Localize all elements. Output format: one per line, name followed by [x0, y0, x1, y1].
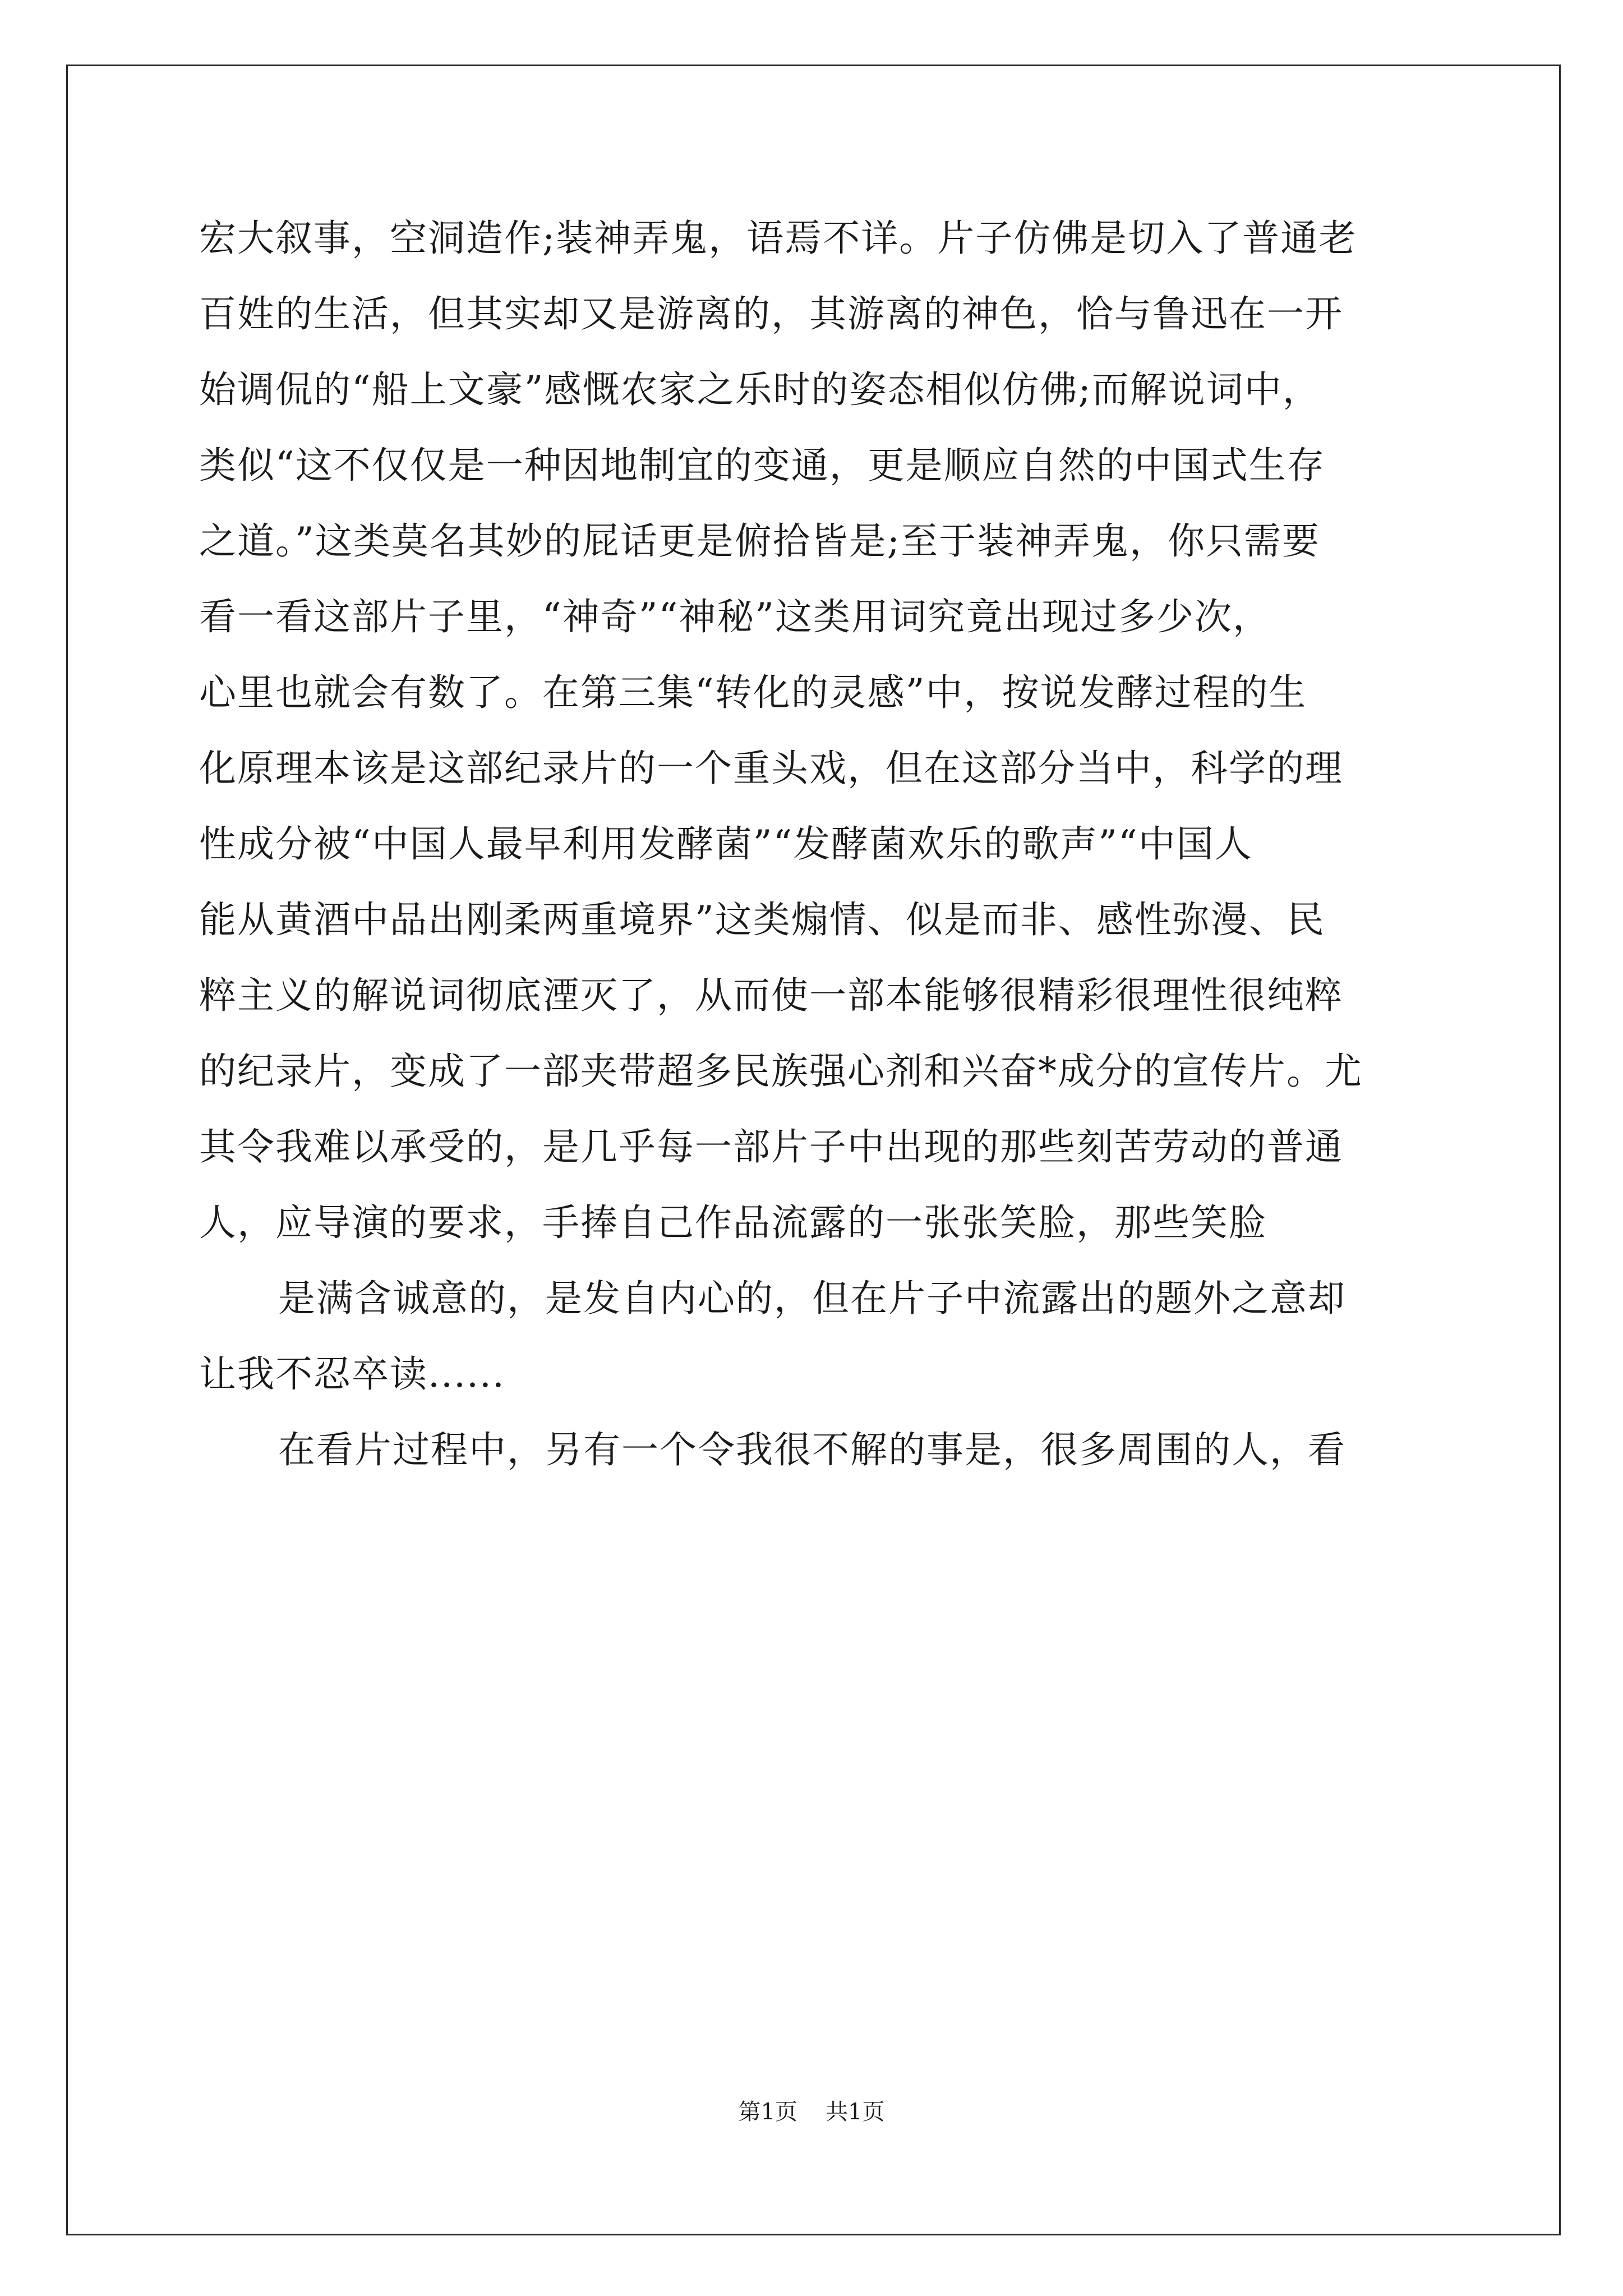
text-line: 百姓的生活，但其实却又是游离的，其游离的神色，恰与鲁迅在一开 — [199, 292, 1343, 335]
text-line: 其令我难以承受的，是几乎每一部片子中出现的那些刻苦劳动的普通 — [199, 1125, 1343, 1168]
text-line: 性成分被“中国人最早利用发酵菌”“发酵菌欢乐的歌声”“中国人 — [199, 822, 1253, 866]
text-line: 看一看这部片子里，“神奇”“神秘”这类用词究竟出现过多少次， — [199, 595, 1271, 638]
text-line: 宏大叙事，空洞造作;装神弄鬼，语焉不详。片子仿佛是切入了普通老 — [199, 217, 1357, 260]
page-footer — [0, 2095, 1623, 2129]
text-line: 粹主义的解说词彻底湮灭了，从而使一部本能够很精彩很理性很纯粹 — [199, 974, 1343, 1017]
text-line: 是满含诚意的，是发自内心的，但在片子中流露出的题外之意却 — [278, 1277, 1346, 1320]
text-line: 的纪录片，变成了一部夹带超多民族强心剂和兴奋*成分的宣传片。尤 — [199, 1050, 1363, 1093]
text-line: 能从黄酒中品出刚柔两重境界”这类煽情、似是而非、感性弥漫、民 — [199, 898, 1325, 941]
text-line: 之道。”这类莫名其妙的屁话更是俯拾皆是;至于装神弄鬼，你只需要 — [199, 519, 1320, 563]
text-line: 人，应导演的要求，手捧自己作品流露的一张张笑脸，那些笑脸 — [199, 1201, 1267, 1244]
text-line: 化原理本该是这部纪录片的一个重头戏，但在这部分当中，科学的理 — [199, 747, 1343, 790]
text-line: 始调侃的“船上文豪”感慨农家之乐时的姿态相似仿佛;而解说词中， — [199, 368, 1321, 411]
text-line: 让我不忍卒读...... — [199, 1352, 505, 1396]
page-total: 共1页 — [826, 2099, 885, 2125]
text-line: 在看片过程中，另有一个令我很不解的事是，很多周围的人，看 — [278, 1428, 1346, 1471]
text-line: 心里也就会有数了。在第三集“转化的灵感”中，按说发酵过程的生 — [199, 671, 1307, 714]
text-line: 类似“这不仅仅是一种因地制宜的变通，更是顺应自然的中国式生存 — [199, 444, 1325, 487]
page-number: 第1页 — [738, 2099, 797, 2125]
